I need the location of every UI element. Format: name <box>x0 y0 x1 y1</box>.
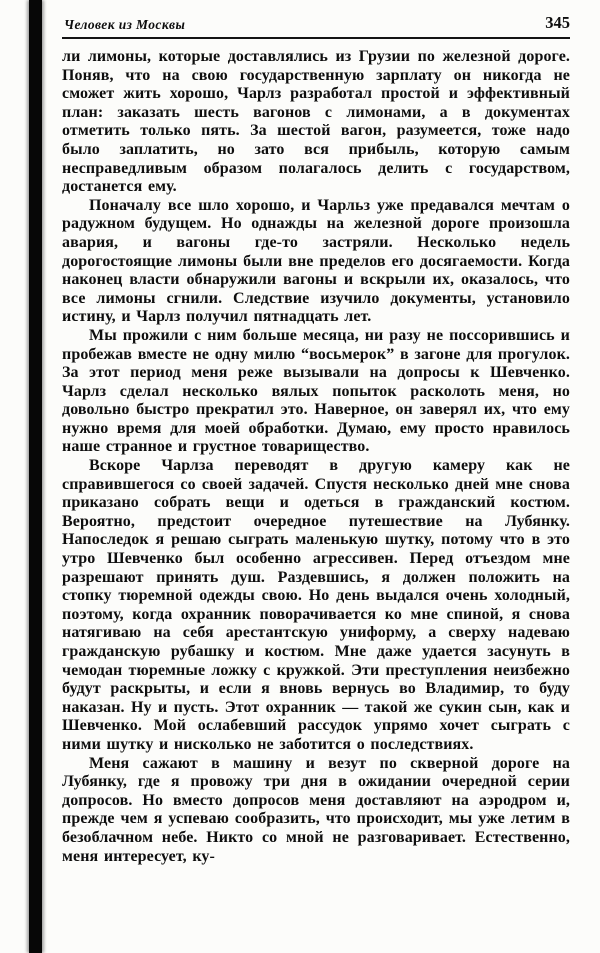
header-rule <box>62 37 570 39</box>
page-header <box>62 13 570 36</box>
running-title: Человек из Москвы <box>64 17 186 32</box>
body-paragraph: Мы прожили с ним больше месяца, ни разу не поссорившись и пробежав вместе не одну милю “восьмерок” в загоне для прогулок. За этот период меня реже вызывали на допросы к Шевченко. Чарлз сделал несколько вялых попыток расколоть меня, но довольно быстро прекратил это. Наверное, он заверял их, что ему нужно время для моей обработки. Думаю, ему просто нравилось наше странное и грустное товарищество. <box>62 326 570 456</box>
page-number: 345 <box>545 13 570 32</box>
page-content <box>62 13 570 866</box>
body-paragraph: ли лимоны, которые доставлялись из Грузии по железной дороге. Поняв, что на свою государственную зарплату он никогда не сможет жить хорошо, Чарлз разработал простой и эффективный план: заказать шесть вагонов с лимонами, а в документах отметить только пять. За шестой вагон, разумеется, тоже надо было заплатить, но зато вся прибыль, которую самым несправедливым образом полагалось делить с государством, достанется ему. <box>62 48 570 196</box>
body-paragraph: Поначалу все шло хорошо, и Чарльз уже предавался мечтам о радужном будущем. Но однажды на железной дороге произошла авария, и вагоны где-то застряли. Несколько недель дорогостоящие лимоны были вне пределов его досягаемости. Когда наконец власти обнаружили вагоны и вскрыли их, оказалось, что все лимоны сгнили. Следствие изучило документы, установило истину, и Чарлз получил пятнадцать лет. <box>62 196 570 326</box>
body-paragraph: Вскоре Чарлза переводят в другую камеру как не справившегося со своей задачей. Спустя несколько дней мне снова приказано собрать вещи и одеться в гражданский костюм. Вероятно, предстоит очередное путешествие на Лубянку. Напоследок я решаю сыграть маленькую шутку, потому что в это утро Шевченко был особенно агрессивен. Перед отъездом мне разрешают принять душ. Раздевшись, я должен положить на стопку тюремной одежды свою. Но день выдался очень холодный, поэтому, когда охранник поворачивается ко мне спиной, я снова натягиваю на себя арестантскую униформу, а сверху надеваю гражданскую рубашку и костюм. Мне даже удается засунуть в чемодан тюремные ложку с кружкой. Эти преступления неизбежно будут раскрыты, и если я вновь вернусь во Владимир, то буду наказан. Ну и пусть. Этот охранник — такой же сукин сын, как и Шевченко. Мой ослабевший рассудок упрямо хочет сыграть с ними шутку и нисколько не заботится о последствиях. <box>62 457 570 753</box>
body-text <box>62 48 570 866</box>
body-paragraph: Меня сажают в машину и везут по скверной дороге на Лубянку, где я провожу три дня в ожидании очередной серии допросов. Но вместо допросов меня доставляют на аэродром и, прежде чем я успеваю сообразить, что происходит, мы уже летим в безоблачном небе. Никто со мной не разговаривает. Естественно, меня интересует, ку- <box>62 754 570 865</box>
binding-shadow <box>29 0 42 953</box>
